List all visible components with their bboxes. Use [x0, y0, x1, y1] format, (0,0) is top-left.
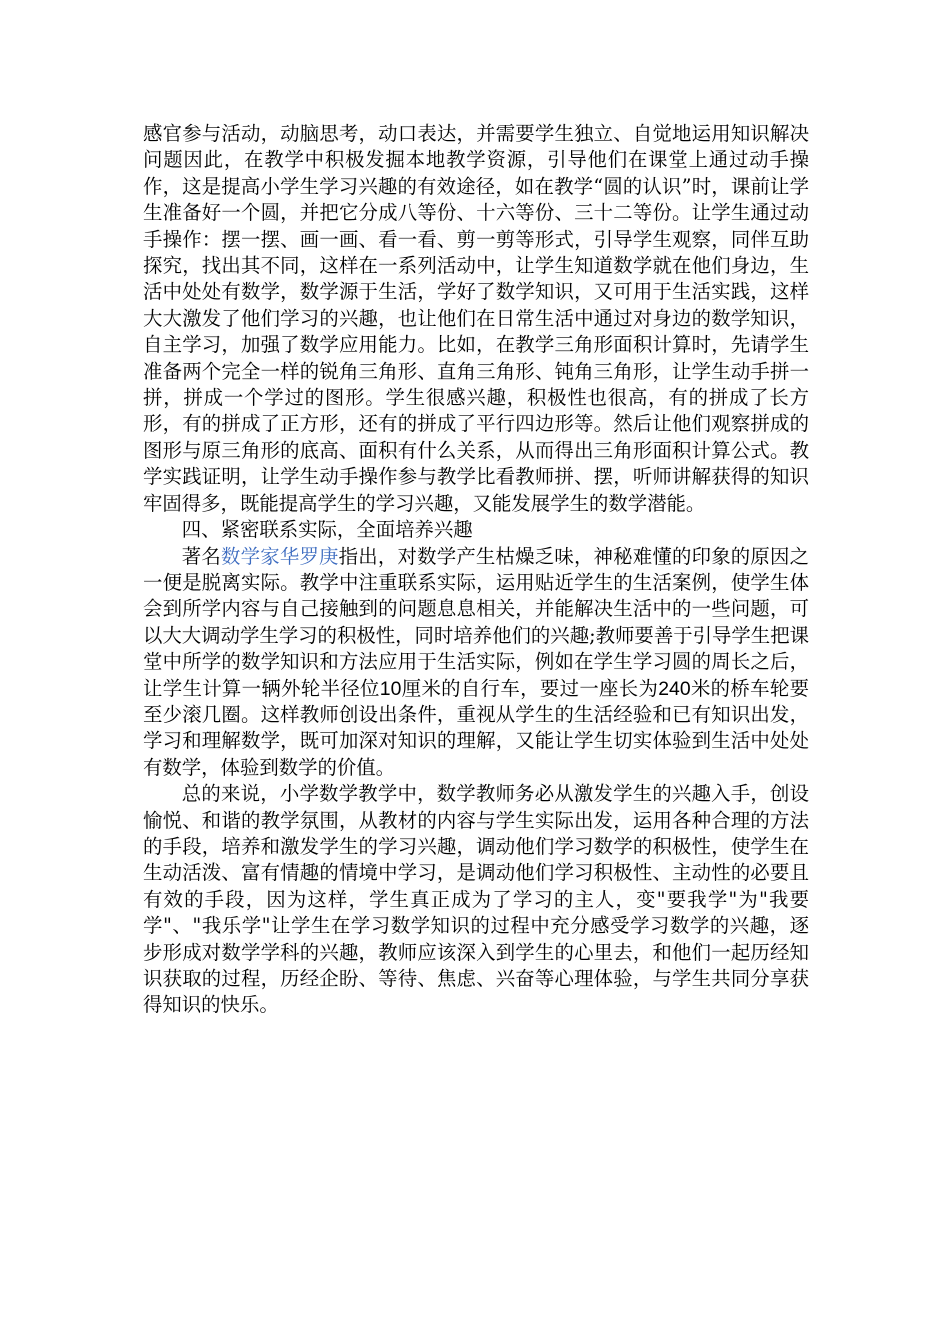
paragraph-real-life	[143, 544, 809, 782]
hua-luogeng-link[interactable]: 数学家华罗庚	[221, 544, 339, 568]
document-page	[143, 121, 809, 1019]
paragraph-text: 厘米的自行车，要过一座长为	[401, 676, 659, 700]
radius-number: 10	[379, 677, 402, 700]
bridge-length-number: 240	[658, 677, 691, 700]
paragraph-text: 著名	[181, 544, 222, 568]
paragraph-conclusion: 总的来说，小学数学教学中，数学教师务必从激发学生的兴趣入手，创设愉悦、和谐的教学氛围，从教材的内容与学生实际出发，运用各种合理的方法的手段，培养和激发学生的学习兴趣，调动他们学习数学的积极性，使学生在生动活泼、富有情趣的情境中学习，是调动他们学习积极性、主动性的必要且有效的手段，因为这样，学生真正成为了学习的主人，变"要我学"为"我要学"、"我乐学"让学生在学习数学知识的过程中充分感受学习数学的兴趣，逐步形成对数学学科的兴趣，教师应该深入到学生的心里去，和他们一起历经知识获取的过程，历经企盼、等待、焦虑、兴奋等心理体验，与学生共同分享获得知识的快乐。	[143, 782, 809, 1017]
paragraph-hands-on: 感官参与活动，动脑思考，动口表达，并需要学生独立、自觉地运用知识解决问题因此，在教学中积极发掘本地教学资源，引导他们在课堂上通过动手操作，这是提高小学生学习兴趣的有效途径，如在教学“圆的认识”时，课前让学生准备好一个圆，并把它分成八等份、十六等份、三十二等份。让学生通过动手操作：摆一摆、画一画、看一看、剪一剪等形式，引导学生观察，同伴互助探究，找出其不同，这样在一系列活动中，让学生知道数学就在他们身边，生活中处处有数学，数学源于生活，学好了数学知识，又可用于生活实践，这样大大激发了他们学习的兴趣，也让他们在日常生活中通过对身边的数学知识，自主学习，加强了数学应用能力。比如，在教学三角形面积计算时，先请学生准备两个完全一样的锐角三角形、直角三角形、钝角三角形，让学生动手拼一拼，拼成一个学过的图形。学生很感兴趣，积极性也很高，有的拼成了长方形，有的拼成了正方形，还有的拼成了平行四边形等。然后让他们观察拼成的图形与原三角形的底高、面积有什么关系，从而得出三角形面积计算公式。教学实践证明，让学生动手操作参与教学比看教师拼、摆，听师讲解获得的知识牢固得多，既能提高学生的学习兴趣，又能发展学生的数学潜能。	[143, 122, 809, 515]
paragraph-text: 米的桥车轮要至少滚几圈。这样教师创设出条件，重视从学生的生活经验和已有知识出发，学习和理解数学，既可加深对知识的理解，又能让学生切实体验到生活中处处有数学，体验到数学的价值。	[143, 676, 810, 779]
section-heading-4: 四、紧密联系实际，全面培养兴趣	[181, 518, 473, 542]
paragraph-text: 指出，对数学产生枯燥乏味，神秘难懂的印象的原因之一便是脱离实际。教学中注重联系实际，运用贴近学生的生活案例，使学生体会到所学内容与自己接触到的问题息息相关，并能解决生活中的一些问题，可以大大调动学生学习的积极性，同时培养他们的兴趣;教师要善于引导学生把课堂中所学的数学知识和方法应用于生活实际，例如在学生学习圆的周长之后，让学生计算一辆外轮半径位	[143, 544, 810, 700]
